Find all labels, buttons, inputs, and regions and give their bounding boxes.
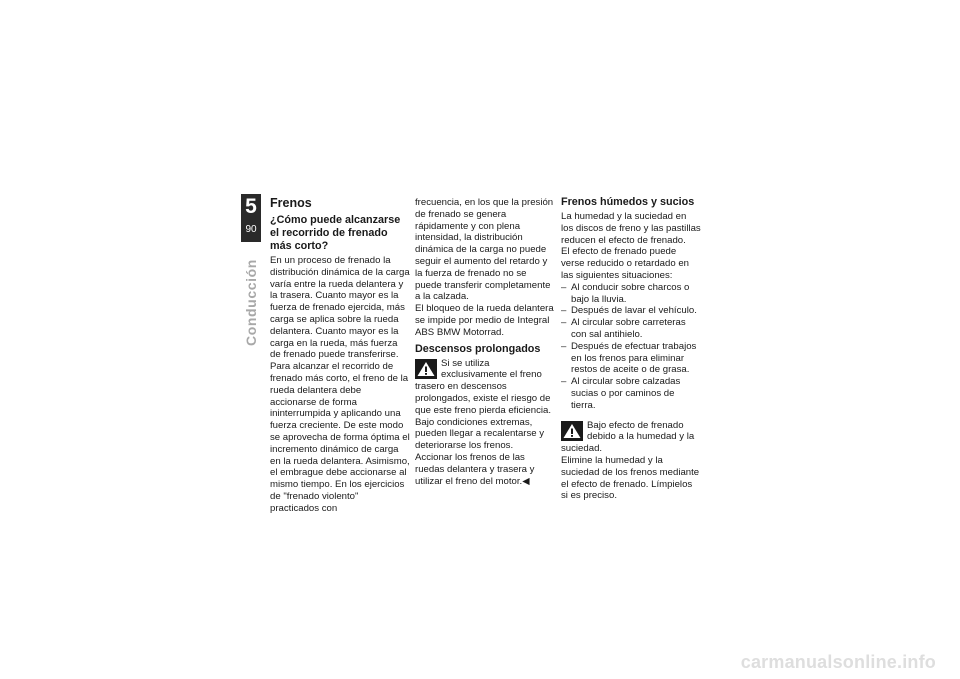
- paragraph: Elimine la humedad y la suciedad de los frenos mediante el efecto de frenado. Límpielos si es preciso.: [561, 454, 700, 502]
- list-item: – Al circular sobre carreteras con sal antihielo.: [561, 317, 701, 341]
- column-1: [270, 196, 410, 515]
- subsection-title: Frenos húmedos y sucios: [561, 196, 695, 208]
- list-item: – Al conducir sobre charcos o bajo la lluvia.: [561, 282, 701, 306]
- column-2: [415, 197, 555, 487]
- watermark: carmanualsonline.info: [740, 652, 936, 672]
- warning-note: [561, 420, 701, 455]
- column-3: [561, 196, 701, 502]
- warning-text: Si se utiliza exclusivamente el freno trasero en descensos prolongados, existe el riesgo de que este freno pierda eficiencia. Bajo condiciones extremas, pueden llegar a recalentarse y deteriorarse los frenos.: [415, 357, 551, 452]
- list-item: – Después de efectuar trabajos en los frenos para eliminar restos de aceite o de grasa.: [561, 341, 701, 376]
- chapter-label: Conducción: [243, 259, 259, 346]
- warning-icon: [561, 421, 583, 441]
- subsection-title: ¿Cómo puede alcanzarse el recorrido de frenado más corto?: [270, 214, 401, 252]
- end-mark: ◀: [522, 475, 530, 487]
- paragraph: frecuencia, en los que la presión de frenado se genera rápidamente y con plena intensidad, la distribución dinámica de la carga no puede seguir el aumento del retardo y la fuerza de frenado no se puede transferir completamente a la calzada.: [415, 197, 554, 303]
- list-item: – Después de lavar el vehículo.: [561, 305, 701, 317]
- subsection-title: Descensos prolongados: [415, 342, 541, 355]
- paragraph: En un proceso de frenado la distribución dinámica de la carga varía entre la rueda delantera y la trasera. Cuanto mayor es la fuerza de frenado ejercida, más carga se aplica sobre la rueda delantera. Cuanto mayor es la carga en la rueda, más fuerza de frenado puede transferirse.: [270, 255, 410, 361]
- situation-list: [561, 282, 701, 412]
- warning-icon: [415, 359, 437, 379]
- paragraph: La humedad y la suciedad en los discos de freno y las pastillas reducen el efecto de frenado.: [561, 211, 701, 246]
- warning-text: Bajo efecto de frenado debido a la humedad y la suciedad.: [561, 419, 695, 455]
- warning-note: [415, 358, 555, 452]
- page-number: 90: [245, 224, 257, 235]
- paragraph: El efecto de frenado puede verse reducido o retardado en las siguientes situaciones:: [561, 246, 689, 281]
- instruction-text: Accionar los frenos de las ruedas delantera y trasera y utilizar el freno del motor.: [415, 451, 535, 487]
- chapter-tab: [241, 194, 261, 242]
- paragraph: El bloqueo de la rueda delantera se impide por medio de Integral ABS BMW Motorrad.: [415, 303, 554, 338]
- chapter-number: 5: [245, 195, 257, 218]
- paragraph: Para alcanzar el recorrido de frenado más corto, el freno de la rueda delantera debe accionarse de forma ininterrumpida y aplicando una fuerza creciente. De este modo se aprovecha de forma óptima el incremento dinámico de carga en la rueda delantera. Asimismo, el embrague debe accionarse al mismo tiempo. En los ejercicios de "frenado violento" practicados con: [270, 361, 410, 514]
- list-item: – Al circular sobre calzadas sucias o por caminos de tierra.: [561, 376, 701, 411]
- paragraph: [415, 452, 555, 487]
- section-title: Frenos: [270, 196, 312, 210]
